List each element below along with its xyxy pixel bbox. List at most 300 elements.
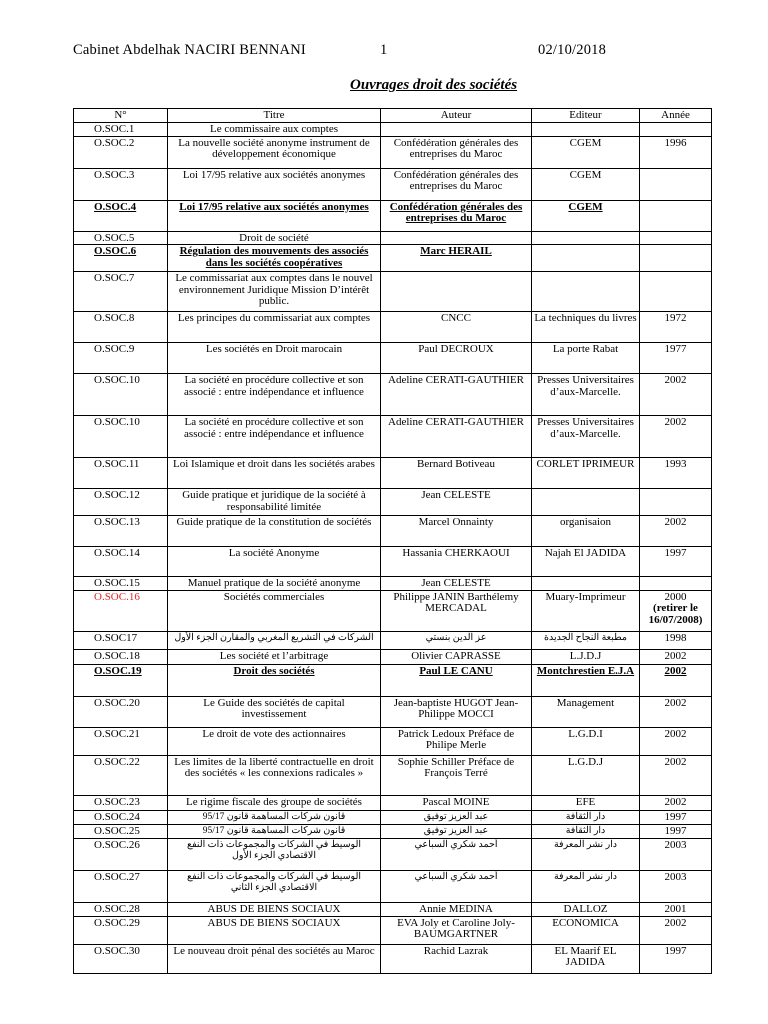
table-row — [74, 168, 712, 200]
cell-num — [74, 458, 168, 489]
cell-annee — [640, 374, 712, 416]
cell-auteur — [381, 245, 532, 272]
cell-num-text: O.SOC.29 — [94, 916, 140, 929]
cell-auteur-text: عبد العزيز توفيق — [423, 825, 489, 836]
cell-titre-text: Loi 17/95 relative aux sociétés anonymes — [179, 200, 369, 213]
cell-auteur — [381, 944, 532, 973]
cell-titre — [168, 944, 381, 973]
cell-editeur — [532, 838, 640, 870]
cell-editeur — [532, 590, 640, 631]
cell-annee — [640, 312, 712, 343]
cell-num-text: O.SOC.12 — [94, 489, 140, 501]
cell-annee — [640, 168, 712, 200]
cell-num-text: O.SOC.2 — [94, 136, 135, 149]
cell-titre — [168, 902, 381, 916]
cell-num — [74, 755, 168, 795]
cell-num — [74, 870, 168, 902]
cell-titre — [168, 649, 381, 664]
cell-num — [74, 489, 168, 516]
cell-annee-text: 1977 — [664, 343, 687, 355]
cell-titre — [168, 870, 381, 902]
cell-num — [74, 696, 168, 727]
cell-auteur-text: Paul DECROUX — [418, 343, 494, 355]
cell-titre — [168, 631, 381, 649]
cell-num — [74, 838, 168, 870]
cell-num-text: O.SOC.15 — [94, 577, 140, 589]
cell-annee-text: 2003 — [664, 870, 687, 883]
cell-auteur-text: Jean-baptiste HUGOT Jean-Philippe MOCCI — [393, 696, 519, 720]
cell-editeur-text: ECONOMICA — [552, 916, 619, 929]
cell-num-text: O.SOC.20 — [94, 696, 140, 709]
cell-editeur-text: CGEM — [568, 200, 603, 213]
cell-titre-text: La société en procédure collective et son associé : entre indépendance et influence — [184, 416, 364, 440]
cell-editeur-text: CGEM — [569, 168, 602, 181]
cell-titre-text: Les principes du commissariat aux comptes — [177, 312, 371, 324]
header-titre: Titre — [168, 109, 381, 123]
cell-titre — [168, 824, 381, 838]
cell-titre-text: الشركات في التشريع المغربي والمقارن الجزء الأول — [174, 632, 374, 643]
table-body — [74, 122, 712, 973]
cell-editeur-text: دار الثقافة — [565, 811, 606, 822]
cell-titre-text: الوسيط في الشركات والمجموعات ذات النفع الاقتصادي الجزء الأول — [187, 839, 361, 861]
cell-editeur-text: L.J.D.J — [569, 649, 602, 662]
cell-annee-text: 1993 — [664, 458, 687, 470]
cell-annee-text: 2002 — [664, 516, 687, 528]
cell-titre — [168, 200, 381, 231]
cell-annee-text: 1997 — [664, 824, 687, 837]
table-row — [74, 870, 712, 902]
cell-num-text: O.SOC.22 — [94, 755, 140, 768]
cell-auteur-text: Jean CELESTE — [421, 489, 491, 501]
cell-editeur — [532, 727, 640, 755]
cell-annee — [640, 916, 712, 944]
cell-annee — [640, 944, 712, 973]
cell-editeur — [532, 755, 640, 795]
cell-auteur — [381, 416, 532, 458]
cell-annee — [640, 795, 712, 810]
cell-editeur — [532, 136, 640, 168]
cell-annee — [640, 664, 712, 696]
cell-annee-text: 2002 — [664, 727, 687, 740]
cell-auteur-text: Philippe JANIN Barthélemy MERCADAL — [393, 590, 519, 614]
cell-editeur — [532, 516, 640, 547]
cell-titre-text: Loi 17/95 relative aux sociétés anonymes — [182, 168, 366, 181]
table-row — [74, 312, 712, 343]
cell-titre-text: ABUS DE BIENS SOCIAUX — [207, 902, 341, 915]
cell-auteur — [381, 577, 532, 591]
cell-titre-text: Le commissaire aux comptes — [210, 122, 338, 135]
table-row — [74, 755, 712, 795]
cell-num — [74, 516, 168, 547]
cell-editeur — [532, 416, 640, 458]
cell-editeur-text: EL Maarif EL JADIDA — [554, 944, 617, 968]
cell-editeur — [532, 489, 640, 516]
cell-auteur-text: Confédération générales des entreprises du Maroc — [389, 200, 523, 224]
cell-auteur-text: Rachid Lazrak — [423, 944, 489, 957]
cell-auteur — [381, 458, 532, 489]
cell-titre-text: Manuel pratique de la société anonyme — [187, 577, 361, 589]
cell-annee — [640, 200, 712, 231]
cell-num-text: O.SOC.11 — [94, 458, 140, 470]
cell-titre — [168, 272, 381, 312]
cell-annee-text: 1996 — [664, 136, 687, 149]
cell-editeur-text: دار الثقافة — [565, 825, 606, 836]
table-row — [74, 696, 712, 727]
cell-num — [74, 664, 168, 696]
cell-editeur-text: organisaion — [559, 516, 612, 528]
cell-num-text: O.SOC.1 — [94, 122, 135, 135]
cell-titre — [168, 727, 381, 755]
cell-auteur — [381, 870, 532, 902]
cell-num — [74, 374, 168, 416]
cell-editeur — [532, 649, 640, 664]
cell-auteur-text: أحمد شكري السباعي — [414, 871, 498, 882]
table-row — [74, 245, 712, 272]
cell-titre — [168, 577, 381, 591]
table-row — [74, 547, 712, 577]
cell-annee — [640, 245, 712, 272]
cell-auteur-text: Confédération générales des entreprises du Maroc — [393, 168, 519, 192]
cell-editeur — [532, 231, 640, 245]
cell-num — [74, 577, 168, 591]
cell-auteur — [381, 374, 532, 416]
cell-annee-text: 2002 — [664, 696, 687, 709]
cell-annee — [640, 727, 712, 755]
cell-editeur-text: مطبعة النجاح الجديدة — [544, 632, 627, 643]
cell-auteur — [381, 649, 532, 664]
cell-annee-text: 2002 — [664, 916, 687, 929]
cell-annee-text: 2002 — [664, 649, 687, 662]
cell-titre — [168, 458, 381, 489]
cell-titre-text: Le droit de vote des actionnaires — [202, 727, 346, 740]
cell-num-text: O.SOC.3 — [94, 168, 135, 181]
cell-editeur — [532, 312, 640, 343]
table-row — [74, 838, 712, 870]
cell-titre — [168, 312, 381, 343]
cell-num-text: O.SOC.25 — [94, 824, 140, 837]
cell-num — [74, 168, 168, 200]
cell-num-text: O.SOC.10 — [94, 374, 140, 386]
cell-titre — [168, 122, 381, 136]
cell-annee-text: 2001 — [664, 902, 687, 915]
cell-auteur-text: Adeline CERATI-GAUTHIER — [388, 374, 524, 386]
cell-auteur-text: Marcel Onnainty — [418, 516, 494, 528]
cell-annee-text: 2002 — [664, 795, 687, 808]
cell-num — [74, 902, 168, 916]
table-row — [74, 824, 712, 838]
cell-auteur — [381, 755, 532, 795]
cell-auteur — [381, 272, 532, 312]
cell-editeur — [532, 577, 640, 591]
cell-auteur-text: Confédération générales des entreprises du Maroc — [393, 136, 519, 160]
cell-titre-text: Loi Islamique et droit dans les sociétés arabes — [173, 458, 375, 470]
cell-annee-text: 2002 — [664, 374, 687, 386]
table-row — [74, 916, 712, 944]
cell-num-text: O.SOC.21 — [94, 727, 140, 740]
cell-editeur — [532, 458, 640, 489]
cell-num-text: O.SOC.28 — [94, 902, 140, 915]
cell-auteur-text: Sophie Schiller Préface de François Terré — [397, 755, 515, 779]
cell-auteur-text: Pascal MOINE — [422, 795, 490, 808]
cell-editeur-text: La techniques du livres — [534, 312, 637, 324]
cell-num-text: O.SOC.16 — [94, 590, 140, 603]
cell-num — [74, 824, 168, 838]
cell-auteur — [381, 916, 532, 944]
cell-annee — [640, 631, 712, 649]
table-row — [74, 458, 712, 489]
cell-editeur-text: DALLOZ — [563, 902, 608, 915]
cell-titre — [168, 810, 381, 824]
table-row — [74, 944, 712, 973]
cell-editeur-text: Najah El JADIDA — [544, 547, 627, 559]
cell-num — [74, 136, 168, 168]
cell-editeur-text: CORLET IPRIMEUR — [536, 458, 635, 470]
cell-auteur — [381, 696, 532, 727]
cell-auteur — [381, 902, 532, 916]
cell-titre — [168, 755, 381, 795]
cell-num — [74, 122, 168, 136]
table-row — [74, 489, 712, 516]
header-page-number: 1 — [380, 42, 388, 58]
cell-titre — [168, 590, 381, 631]
table-row — [74, 664, 712, 696]
cell-editeur — [532, 916, 640, 944]
cell-editeur-text: EFE — [575, 795, 596, 808]
cell-num — [74, 944, 168, 973]
cell-editeur — [532, 374, 640, 416]
table-row — [74, 577, 712, 591]
cell-titre-text: La nouvelle société anonyme instrument de développement économique — [178, 136, 370, 160]
cell-auteur-text: Hassania CHERKAOUI — [402, 547, 510, 559]
cell-auteur — [381, 231, 532, 245]
table-row — [74, 231, 712, 245]
cell-num — [74, 272, 168, 312]
cell-editeur-text: Management — [556, 696, 615, 709]
cell-auteur — [381, 631, 532, 649]
cell-num-text: O.SOC.9 — [94, 343, 135, 355]
document-title: Ouvrages droit des sociétés — [350, 77, 518, 93]
cell-titre-text: Le rigime fiscale des groupe de sociétés — [186, 795, 362, 808]
cell-num-text: O.SOC.10 — [94, 416, 140, 428]
cell-annee — [640, 458, 712, 489]
table-row — [74, 810, 712, 824]
cell-annee — [640, 870, 712, 902]
cell-auteur — [381, 489, 532, 516]
cell-editeur-text: La porte Rabat — [552, 343, 619, 355]
cell-titre-text: Sociétés commerciales — [223, 590, 325, 603]
cell-titre-text: La société en procédure collective et son associé : entre indépendance et influence — [184, 374, 364, 398]
cell-annee-text: 1997 — [664, 547, 687, 559]
cell-annee-text: 1997 — [664, 810, 687, 823]
cell-annee-text: 2000 — [664, 590, 687, 603]
cell-num-text: O.SOC.8 — [94, 312, 135, 324]
cell-annee — [640, 136, 712, 168]
cell-editeur — [532, 810, 640, 824]
cell-auteur-text: Bernard Botiveau — [417, 458, 495, 470]
cell-titre — [168, 696, 381, 727]
cell-num-text: O.SOC.7 — [94, 272, 135, 284]
cell-annee — [640, 122, 712, 136]
cell-num — [74, 916, 168, 944]
cell-annee-text: 1972 — [664, 312, 687, 324]
cell-titre — [168, 838, 381, 870]
cell-auteur-text: Paul LE CANU — [419, 664, 493, 677]
cell-annee — [640, 696, 712, 727]
cell-titre-text: Le nouveau droit pénal des sociétés au Maroc — [173, 944, 375, 957]
cell-annee — [640, 902, 712, 916]
cell-editeur — [532, 870, 640, 902]
cell-editeur — [532, 168, 640, 200]
cell-num — [74, 200, 168, 231]
cell-editeur-text: L.G.D.J — [567, 755, 604, 768]
header-auteur: Auteur — [381, 109, 532, 123]
cell-editeur-text: Presses Universitaires d’aux-Marcelle. — [537, 374, 634, 398]
cell-num-text: O.SOC.30 — [94, 944, 140, 957]
cell-annee-text: 2003 — [664, 838, 687, 851]
cell-editeur — [532, 664, 640, 696]
cell-auteur — [381, 168, 532, 200]
cell-auteur-text: Patrick Ledoux Préface de Philipe Merle — [397, 727, 515, 751]
cell-auteur — [381, 547, 532, 577]
cell-annee — [640, 272, 712, 312]
cell-titre-text: Guide pratique de la constitution de sociétés — [176, 516, 372, 528]
table-header-row — [74, 109, 712, 123]
cell-annee — [640, 416, 712, 458]
cell-titre — [168, 416, 381, 458]
cell-num — [74, 727, 168, 755]
cell-annee — [640, 343, 712, 374]
cell-auteur — [381, 838, 532, 870]
cell-editeur — [532, 824, 640, 838]
cell-num-text: O.SOC.18 — [94, 649, 140, 662]
cell-num — [74, 416, 168, 458]
table-row — [74, 631, 712, 649]
cell-num-text: O.SOC.27 — [94, 870, 140, 883]
cell-titre — [168, 795, 381, 810]
cell-annee-note: (retirer le 16/07/2008) — [648, 602, 703, 626]
cell-auteur-text: عز الدين بنستي — [425, 632, 487, 643]
table-row — [74, 136, 712, 168]
cell-titre-text: Guide pratique et juridique de la société à responsabilité limitée — [182, 489, 366, 513]
cell-titre — [168, 916, 381, 944]
cell-annee — [640, 489, 712, 516]
cell-num-text: O.SOC17 — [94, 631, 138, 644]
cell-auteur — [381, 664, 532, 696]
cell-annee-text: 2002 — [664, 416, 687, 428]
header-annee: Année — [640, 109, 712, 123]
cell-annee — [640, 547, 712, 577]
cell-num — [74, 312, 168, 343]
cell-editeur — [532, 122, 640, 136]
cell-titre — [168, 245, 381, 272]
cell-titre — [168, 489, 381, 516]
cell-num-text: O.SOC.23 — [94, 795, 140, 808]
cell-annee — [640, 824, 712, 838]
cell-auteur — [381, 516, 532, 547]
table-row — [74, 649, 712, 664]
cell-titre-text: Droit de société — [239, 231, 309, 244]
cell-annee-text: 2002 — [664, 755, 687, 768]
cell-annee-text: 2002 — [664, 664, 687, 677]
cell-titre-text: Les limites de la liberté contractuelle en droit des sociétés « les connexions radicales » — [174, 755, 374, 779]
cell-editeur-text: L.G.D.I — [568, 727, 603, 740]
header-date: 02/10/2018 — [538, 42, 607, 58]
cell-auteur-text: Olivier CAPRASSE — [411, 649, 501, 662]
cell-titre — [168, 374, 381, 416]
cell-titre — [168, 516, 381, 547]
cell-annee-text: 1997 — [664, 944, 687, 957]
cell-editeur-text: CGEM — [569, 136, 602, 149]
cell-auteur-text: Marc HERAIL — [420, 245, 492, 257]
cell-auteur-text: EVA Joly et Caroline Joly-BAUMGARTNER — [397, 916, 515, 940]
cell-auteur-text: Annie MEDINA — [419, 902, 493, 915]
cell-auteur — [381, 200, 532, 231]
cell-titre-text: Le Guide des sociétés de capital investissement — [203, 696, 345, 720]
table-row — [74, 122, 712, 136]
cell-num-text: O.SOC.19 — [94, 664, 142, 677]
cell-num — [74, 631, 168, 649]
cell-num-text: O.SOC.5 — [94, 231, 135, 244]
cell-titre-text: Les société et l’arbitrage — [219, 649, 329, 662]
cell-editeur — [532, 547, 640, 577]
cell-titre-text: الوسيط في الشركات والمجموعات ذات النفع الاقتصادي الجزء الثاني — [187, 871, 361, 893]
cell-editeur-text: دار نشر المعرفة — [553, 871, 618, 882]
cell-editeur-text: Montchrestien E.J.A — [536, 664, 635, 677]
table-row — [74, 200, 712, 231]
cell-annee — [640, 577, 712, 591]
cell-num — [74, 649, 168, 664]
cell-titre — [168, 547, 381, 577]
cell-auteur — [381, 590, 532, 631]
cell-editeur — [532, 631, 640, 649]
cell-titre — [168, 168, 381, 200]
cell-auteur-text: عبد العزيز توفيق — [423, 811, 489, 822]
cell-auteur-text: Adeline CERATI-GAUTHIER — [388, 416, 524, 428]
cell-editeur — [532, 343, 640, 374]
cell-titre-text: Le commissariat aux comptes dans le nouvel environnement Juridique Mission D’intérêt public. — [175, 272, 373, 307]
cell-auteur — [381, 727, 532, 755]
cell-editeur — [532, 795, 640, 810]
cell-num — [74, 810, 168, 824]
cell-num-text: O.SOC.6 — [94, 245, 137, 257]
cell-annee — [640, 810, 712, 824]
cell-editeur — [532, 245, 640, 272]
cell-auteur — [381, 312, 532, 343]
cell-annee — [640, 755, 712, 795]
cell-auteur — [381, 343, 532, 374]
cell-titre-text: ABUS DE BIENS SOCIAUX — [207, 916, 341, 929]
cell-annee — [640, 590, 712, 631]
cell-titre — [168, 231, 381, 245]
cell-num — [74, 231, 168, 245]
table-row — [74, 590, 712, 631]
cell-titre — [168, 664, 381, 696]
cell-titre-text: قانون شركات المساهمة قانون 95/17 — [202, 825, 346, 836]
cell-titre-text: Régulation des mouvements des associés dans les sociétés coopératives — [179, 245, 369, 269]
cell-num-text: O.SOC.13 — [94, 516, 140, 528]
cell-num-text: O.SOC.26 — [94, 838, 140, 851]
cell-annee — [640, 838, 712, 870]
cell-editeur-text: Presses Universitaires d’aux-Marcelle. — [537, 416, 634, 440]
cell-num-text: O.SOC.14 — [94, 547, 140, 559]
cell-titre — [168, 136, 381, 168]
table-row — [74, 374, 712, 416]
header-num: N° — [74, 109, 168, 123]
cell-auteur — [381, 136, 532, 168]
cell-num — [74, 547, 168, 577]
cell-editeur-text: Muary-Imprimeur — [545, 590, 626, 603]
cell-annee-text: 1998 — [664, 631, 687, 644]
